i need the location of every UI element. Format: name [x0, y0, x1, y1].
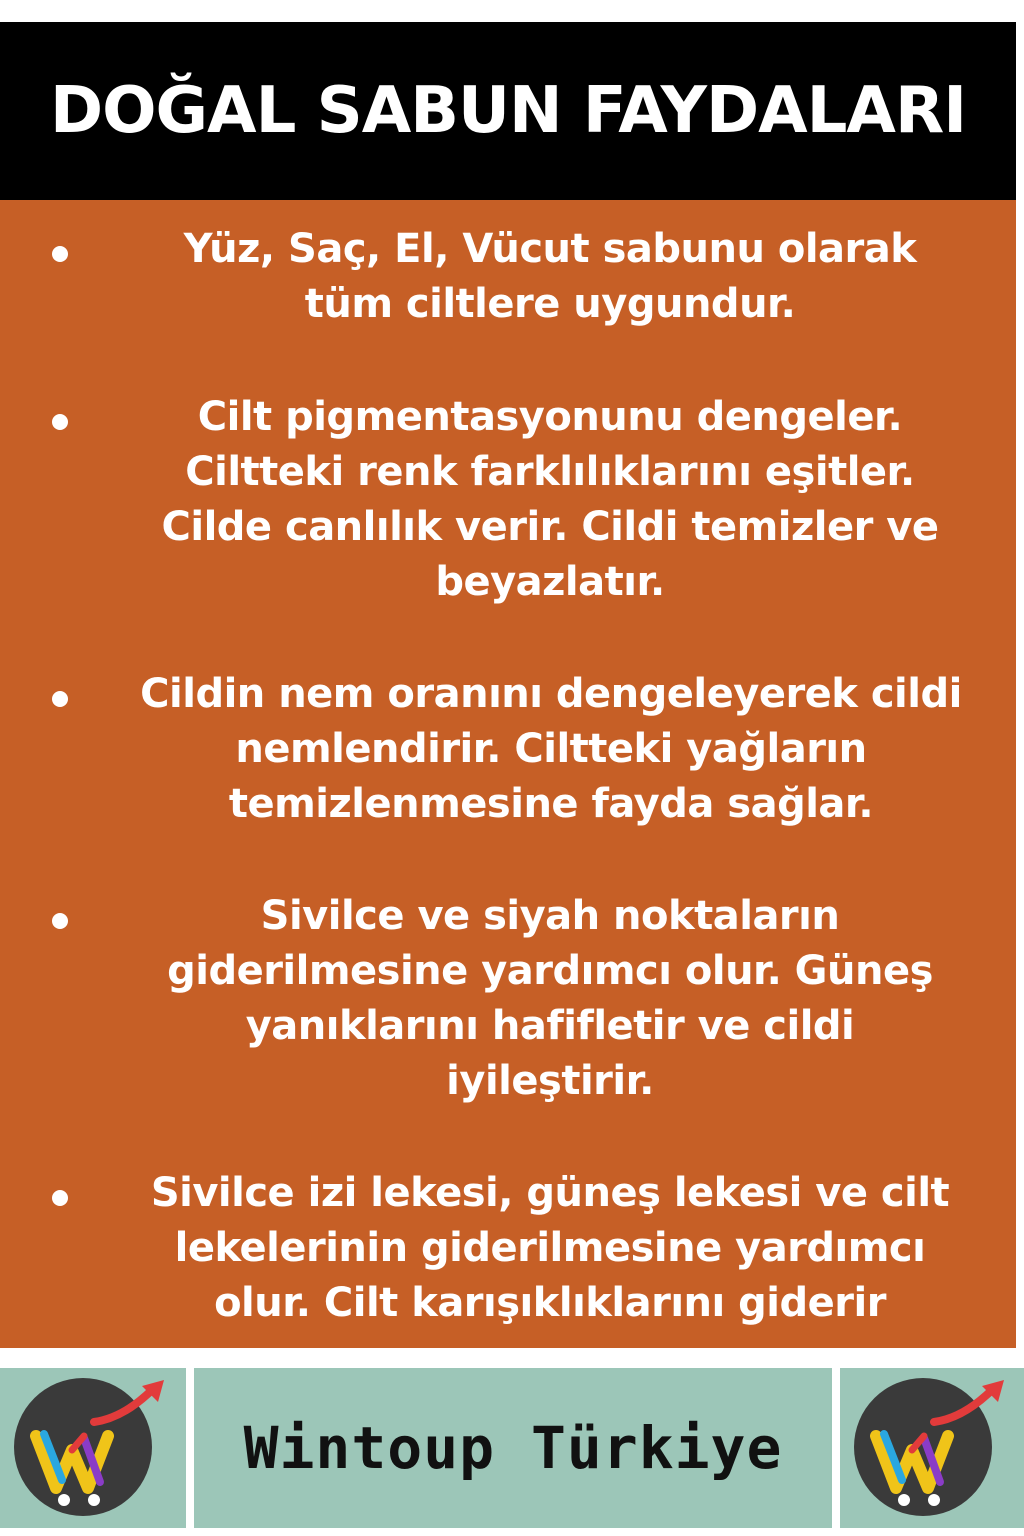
bullet-icon: [52, 1190, 68, 1206]
wintoup-cart-logo-icon: [854, 1378, 992, 1516]
page-title: DOĞAL SABUN FAYDALARI: [49, 74, 967, 148]
footer-bar: [0, 1368, 1024, 1528]
wintoup-cart-logo-icon: [14, 1378, 152, 1516]
bullet-icon: [52, 246, 68, 262]
footer-logo-box-left: [0, 1368, 186, 1528]
bullet-icon: [52, 414, 68, 430]
benefits-panel: [0, 200, 1016, 1348]
benefit-text: Cilt pigmentasyonunu dengeler. Ciltteki renk farklılıklarını eşitler. Cilde canlılık verir. Cildi temizler ve beyazlatır.: [161, 394, 939, 605]
bullet-icon: [52, 913, 68, 929]
benefit-text: Sivilce ve siyah noktaların giderilmesine yardımcı olur. Güneş yanıklarını hafifletir ve cildi iyileştirir.: [167, 893, 933, 1104]
header-banner: [0, 22, 1016, 200]
benefit-text: Cildin nem oranını dengeleyerek cildi nemlendirir. Ciltteki yağların temizlenmesine fayda sağlar.: [140, 671, 962, 827]
footer-brand-box: [194, 1368, 832, 1528]
footer-logo-box-right: [840, 1368, 1024, 1528]
bullet-icon: [52, 691, 68, 707]
benefit-text: Yüz, Saç, El, Vücut sabunu olarak tüm ciltlere uygundur.: [183, 226, 917, 327]
benefit-text: Sivilce izi lekesi, güneş lekesi ve cilt lekelerinin giderilmesine yardımcı olur. Cilt karışıklıklarını giderir: [150, 1170, 950, 1326]
brand-name: Wintoup Türkiye: [243, 1414, 783, 1482]
